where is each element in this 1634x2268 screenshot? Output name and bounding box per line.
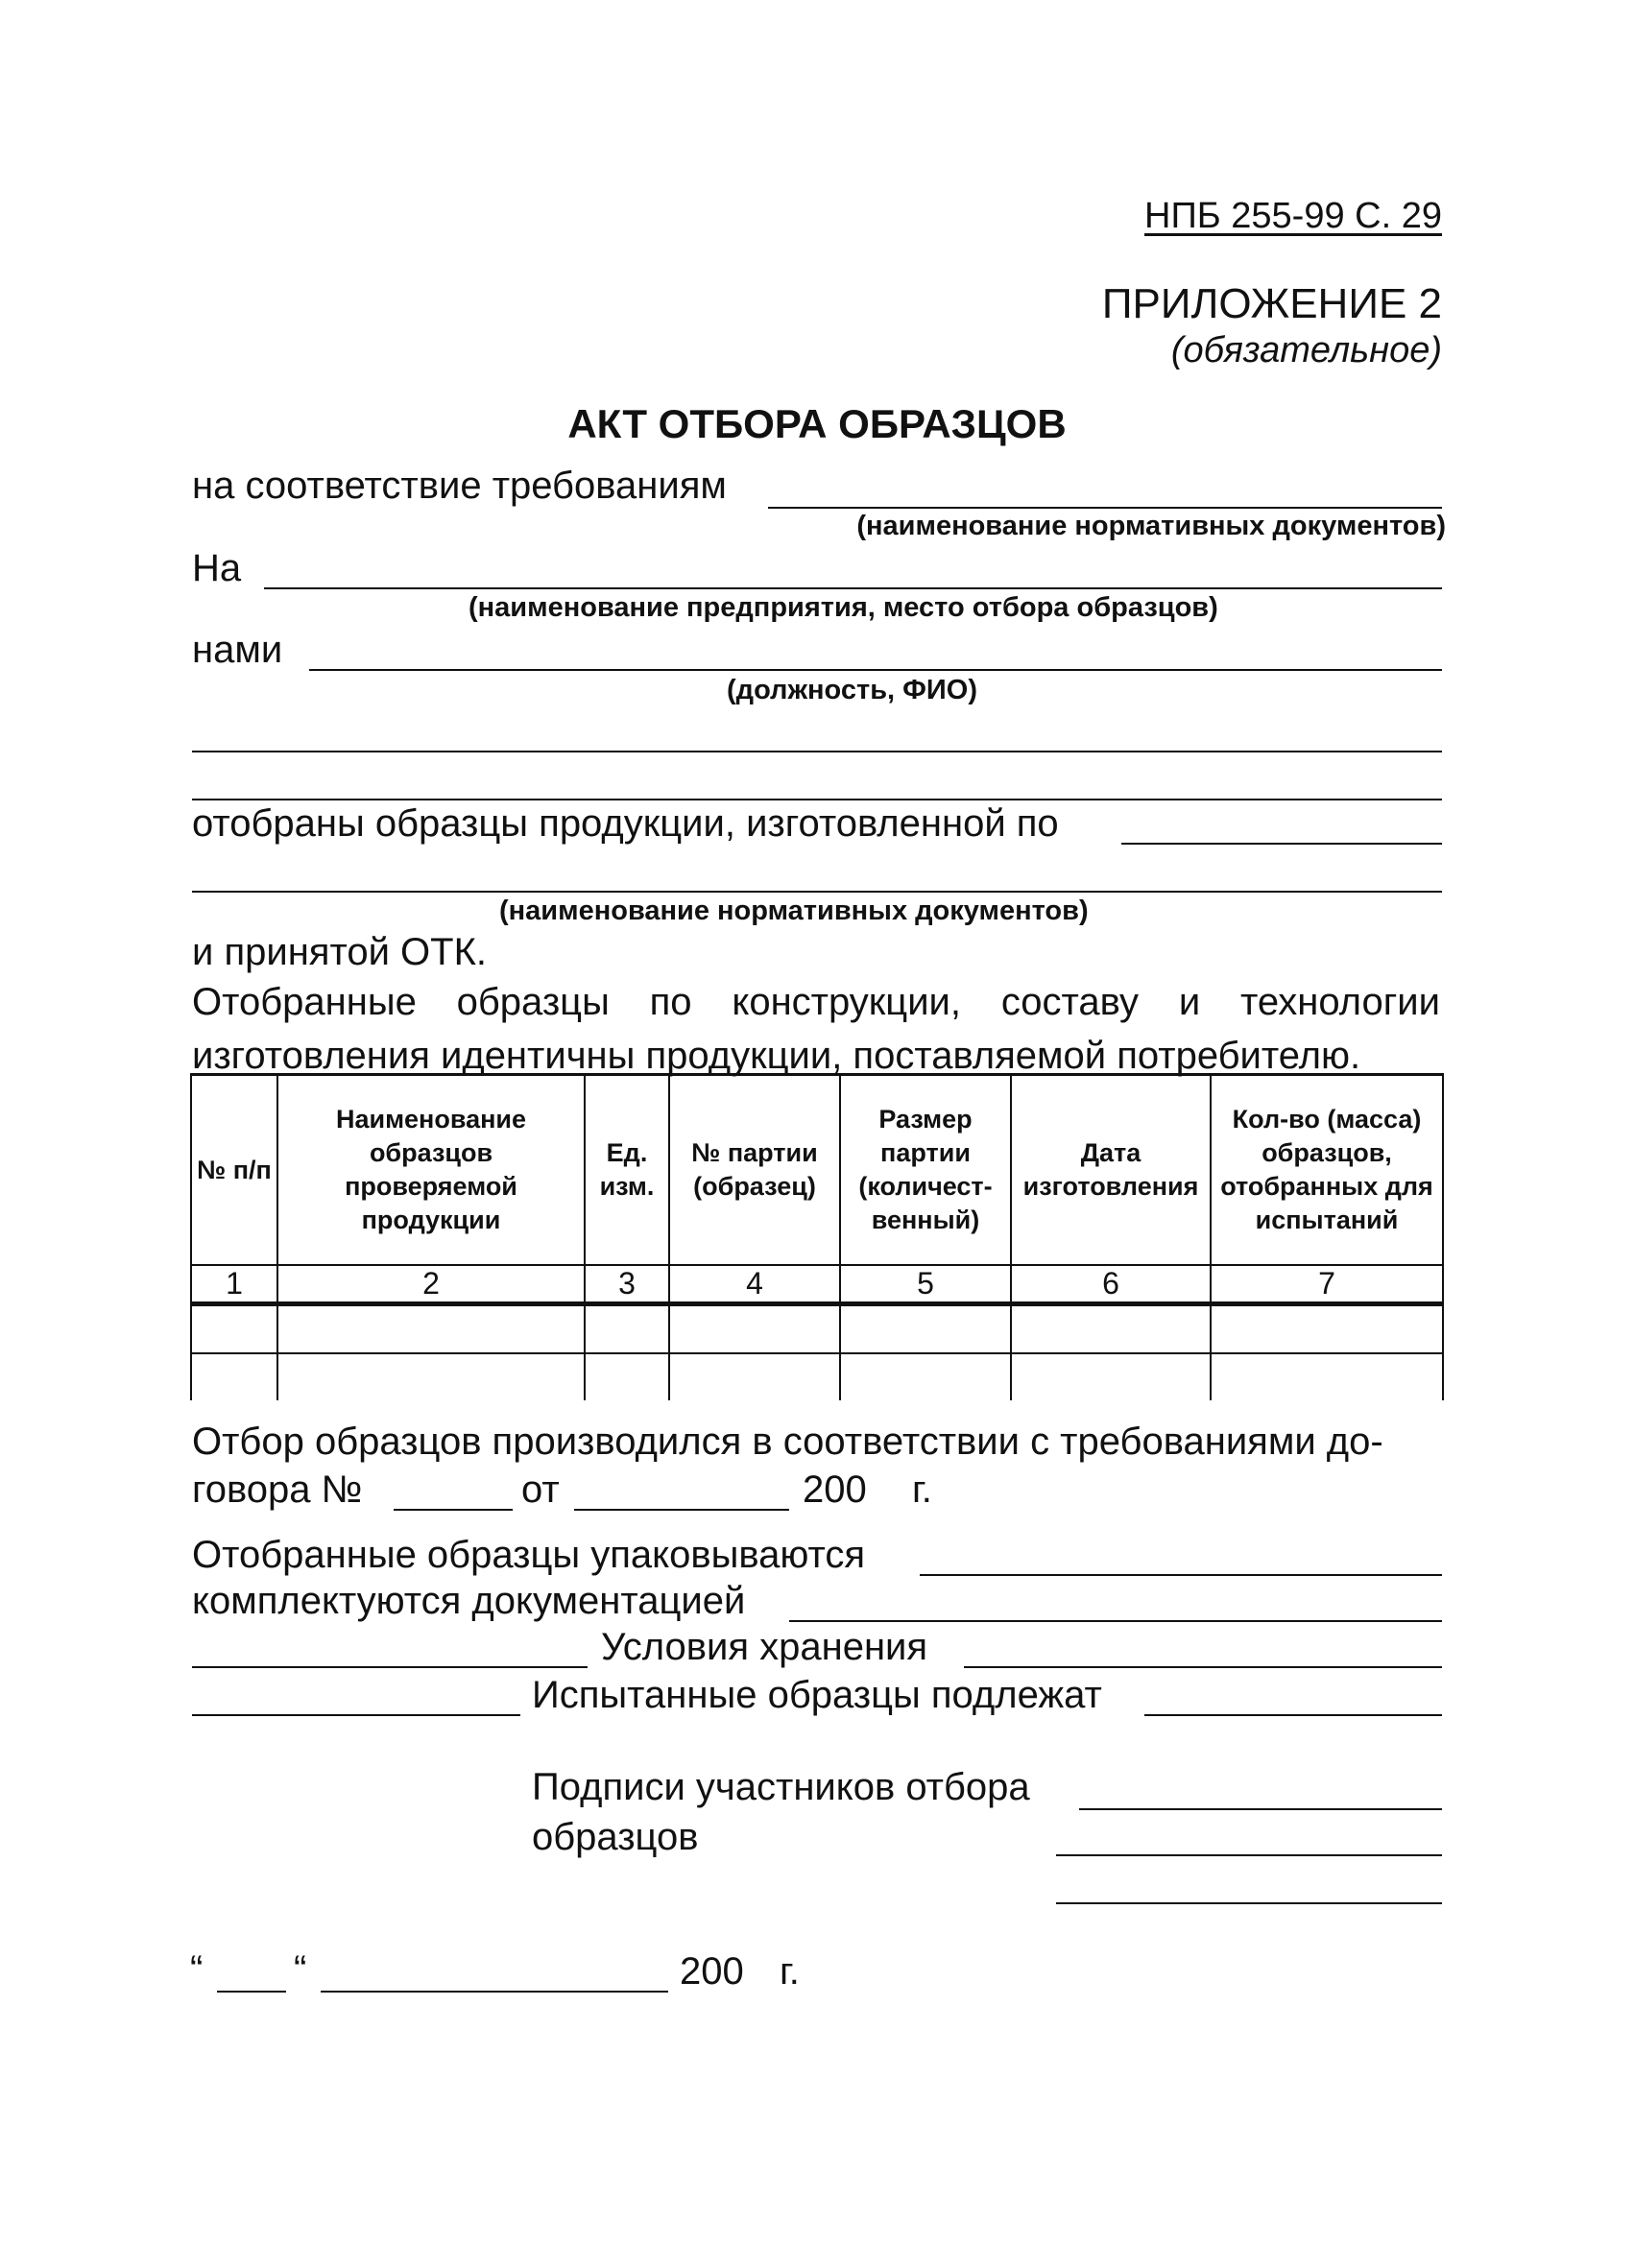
- table-cell[interactable]: [585, 1353, 669, 1400]
- by-label: нами: [192, 629, 283, 671]
- table-cell[interactable]: [1011, 1304, 1211, 1354]
- enterprise-caption: (наименование предприятия, место отбора образцов): [469, 592, 1218, 623]
- tested-pre-line[interactable]: [192, 1714, 520, 1716]
- packed-field-line[interactable]: [920, 1574, 1442, 1576]
- taken-caption: (наименование нормативных документов): [499, 895, 1089, 926]
- storage-label: Условия хранения: [601, 1626, 928, 1668]
- col-header-batch: № партии (образец): [669, 1075, 840, 1266]
- contract-year: 200: [803, 1468, 867, 1511]
- table-cell[interactable]: [585, 1304, 669, 1354]
- col-number: 4: [669, 1265, 840, 1304]
- storage-field-line[interactable]: [964, 1666, 1442, 1668]
- contract-prefix: говора №: [192, 1468, 363, 1511]
- col-number: 5: [840, 1265, 1011, 1304]
- taken-label: отобраны образцы продукции, изготовленной по: [192, 802, 1059, 845]
- taken-field-line-2[interactable]: [192, 891, 1442, 893]
- doc-reference: НПБ 255-99 С. 29: [1144, 196, 1442, 236]
- at-label: На: [192, 547, 242, 589]
- compliance-field-line[interactable]: [768, 507, 1442, 509]
- packed-label: Отобранные образцы упаковываются: [192, 1534, 866, 1576]
- table-cell[interactable]: [1211, 1304, 1443, 1354]
- table-cell[interactable]: [191, 1304, 277, 1354]
- extra-line-1[interactable]: [192, 751, 1442, 752]
- date-close-quote: “: [294, 1948, 307, 1991]
- signature-line-2[interactable]: [1056, 1854, 1442, 1856]
- table-cell[interactable]: [840, 1304, 1011, 1354]
- table-cell[interactable]: [669, 1353, 840, 1400]
- table-cell[interactable]: [277, 1304, 585, 1354]
- tested-field-line[interactable]: [1144, 1714, 1442, 1716]
- by-caption: (должность, ФИО): [727, 675, 977, 705]
- date-year: 200: [680, 1950, 744, 1993]
- col-header-quantity: Кол-во (масса) образцов, отобранных для испытаний: [1211, 1075, 1443, 1266]
- table-row: [191, 1353, 1443, 1400]
- storage-pre-line[interactable]: [192, 1666, 588, 1668]
- contract-date-line[interactable]: [574, 1509, 789, 1511]
- compliance-caption: (наименование нормативных документов): [856, 511, 1446, 541]
- col-number: 6: [1011, 1265, 1211, 1304]
- date-open-quote: “: [190, 1948, 204, 1991]
- col-header-number: № п/п: [191, 1075, 277, 1266]
- extra-line-2[interactable]: [192, 799, 1442, 800]
- table-cell[interactable]: [669, 1304, 840, 1354]
- col-number: 7: [1211, 1265, 1443, 1304]
- date-month-line[interactable]: [321, 1991, 668, 1993]
- act-title: АКТ ОТБОРА ОБРАЗЦОВ: [567, 401, 1067, 446]
- contract-line-1: Отбор образцов производился в соответствии с требованиями до-: [192, 1420, 1383, 1463]
- signatures-label-1: Подписи участников отбора: [532, 1766, 1030, 1808]
- date-day-line[interactable]: [217, 1991, 286, 1993]
- date-year-suffix: г.: [780, 1950, 800, 1993]
- identity-paragraph: Отобранные образцы по конструкции, составу и технологии изготовления идентичны продукции, поставляемой потребителю.: [192, 981, 1440, 1077]
- col-number: 3: [585, 1265, 669, 1304]
- appendix-status: (обязательное): [1170, 330, 1442, 370]
- samples-table: [190, 1073, 1444, 1400]
- compliance-label: на соответствие требованиям: [192, 465, 727, 507]
- docs-field-line[interactable]: [789, 1620, 1442, 1622]
- otk-text: и принятой ОТК.: [192, 931, 487, 973]
- contract-from: от: [521, 1468, 560, 1511]
- col-header-name: Наименование образцов проверяемой продукции: [277, 1075, 585, 1266]
- table-cell[interactable]: [1011, 1353, 1211, 1400]
- table-number-row: [191, 1265, 1443, 1304]
- col-number: 2: [277, 1265, 585, 1304]
- table-cell[interactable]: [1211, 1353, 1443, 1400]
- col-header-batch-size: Размер партии (количест-венный): [840, 1075, 1011, 1266]
- col-header-unit: Ед. изм.: [585, 1075, 669, 1266]
- enterprise-field-line[interactable]: [264, 587, 1442, 589]
- table-cell[interactable]: [191, 1353, 277, 1400]
- docs-label: комплектуются документацией: [192, 1580, 746, 1622]
- table-header-row: [191, 1075, 1443, 1266]
- by-field-line[interactable]: [309, 669, 1442, 671]
- table-row: [191, 1304, 1443, 1354]
- contract-year-suffix: г.: [912, 1468, 932, 1511]
- tested-label: Испытанные образцы подлежат: [532, 1674, 1102, 1716]
- signature-line-3[interactable]: [1056, 1902, 1442, 1904]
- contract-number-line[interactable]: [394, 1509, 513, 1511]
- table-cell[interactable]: [277, 1353, 585, 1400]
- col-header-date: Дата изготовления: [1011, 1075, 1211, 1266]
- appendix-title: ПРИЛОЖЕНИЕ 2: [1101, 280, 1442, 327]
- table-cell[interactable]: [840, 1353, 1011, 1400]
- signatures-label-2: образцов: [532, 1816, 699, 1858]
- taken-field-line[interactable]: [1121, 843, 1442, 845]
- signature-line-1[interactable]: [1079, 1808, 1442, 1810]
- col-number: 1: [191, 1265, 277, 1304]
